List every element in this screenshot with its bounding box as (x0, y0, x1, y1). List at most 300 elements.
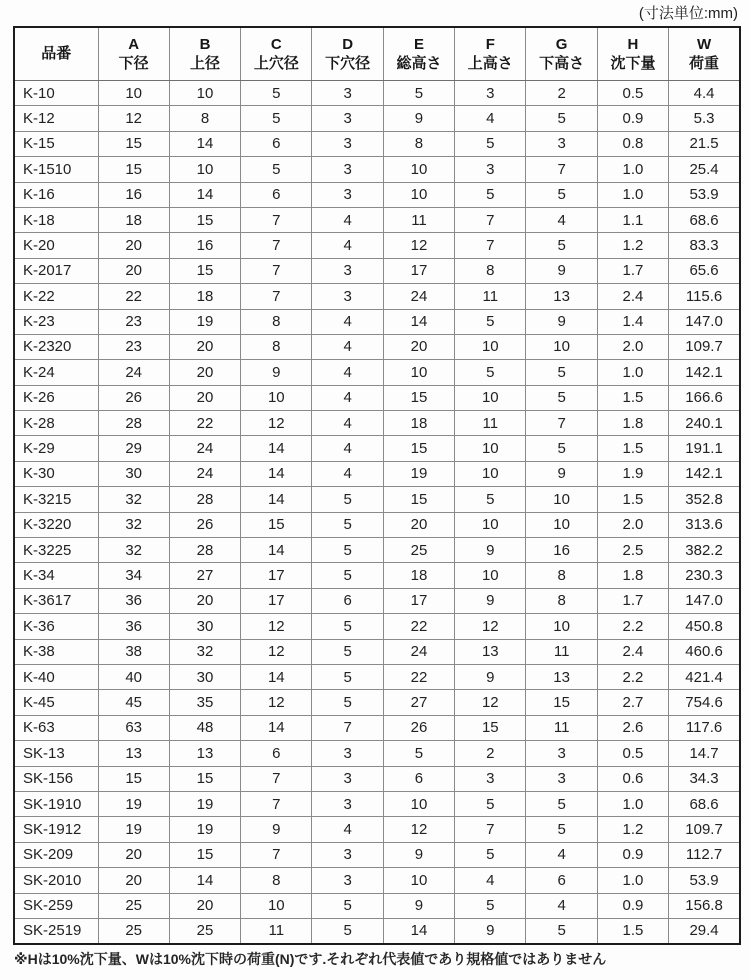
table-row (14, 563, 740, 588)
value-cell: 12 (455, 690, 526, 715)
column-label: 荷重 (689, 55, 720, 72)
value-cell: 8 (241, 334, 312, 359)
column-letter: F (485, 35, 495, 53)
value-cell: 9 (241, 817, 312, 842)
column-header-d (312, 27, 383, 81)
table-row (14, 639, 740, 664)
value-cell: 7 (241, 284, 312, 309)
value-cell: 2.2 (597, 664, 668, 689)
part-number-cell: K-3617 (14, 588, 98, 613)
value-cell: 2.0 (597, 512, 668, 537)
table-row (14, 817, 740, 842)
value-cell: 45 (98, 690, 169, 715)
footnote: ※Hは10%沈下量、Wは10%沈下時の荷重(N)です.それぞれ代表値であり規格値ではありません (14, 951, 607, 967)
value-cell: 9 (383, 842, 454, 867)
value-cell: 5 (312, 512, 383, 537)
value-cell: 15 (383, 436, 454, 461)
part-number-cell: K-12 (14, 106, 98, 131)
value-cell: 11 (526, 715, 597, 740)
value-cell: 0.8 (597, 131, 668, 156)
value-cell: 14 (241, 461, 312, 486)
value-cell: 28 (169, 538, 240, 563)
value-cell: 6 (383, 766, 454, 791)
column-letter: A (128, 35, 140, 53)
value-cell: 83.3 (669, 233, 740, 258)
value-cell: 8 (526, 588, 597, 613)
value-cell: 7 (241, 766, 312, 791)
value-cell: 35 (169, 690, 240, 715)
column-label: 沈下量 (610, 55, 656, 72)
value-cell: 3 (312, 842, 383, 867)
value-cell: 5 (312, 614, 383, 639)
column-header-a (98, 27, 169, 81)
part-number-cell: SK-259 (14, 893, 98, 918)
part-number-cell: K-15 (14, 131, 98, 156)
value-cell: 1.2 (597, 233, 668, 258)
value-cell: 1.5 (597, 436, 668, 461)
value-cell: 3 (312, 157, 383, 182)
value-cell: 4 (312, 309, 383, 334)
value-cell: 3 (312, 182, 383, 207)
value-cell: 40 (98, 664, 169, 689)
value-cell: 5 (455, 360, 526, 385)
value-cell: 4 (526, 893, 597, 918)
column-label: 上穴径 (253, 55, 299, 72)
value-cell: 8 (241, 309, 312, 334)
value-cell: 15 (383, 385, 454, 410)
value-cell: 450.8 (669, 614, 740, 639)
value-cell: 24 (169, 436, 240, 461)
value-cell: 9 (526, 309, 597, 334)
value-cell: 147.0 (669, 309, 740, 334)
value-cell: 142.1 (669, 360, 740, 385)
value-cell: 22 (383, 614, 454, 639)
value-cell: 7 (455, 233, 526, 258)
column-letter: E (413, 35, 424, 53)
value-cell: 4 (312, 334, 383, 359)
value-cell: 12 (383, 233, 454, 258)
value-cell: 10 (241, 893, 312, 918)
value-cell: 5 (455, 487, 526, 512)
value-cell: 9 (526, 461, 597, 486)
value-cell: 22 (98, 284, 169, 309)
part-number-cell: SK-156 (14, 766, 98, 791)
value-cell: 13 (98, 741, 169, 766)
value-cell: 6 (241, 182, 312, 207)
value-cell: 7 (455, 817, 526, 842)
value-cell: 10 (383, 182, 454, 207)
value-cell: 5 (312, 487, 383, 512)
column-label: 上径 (189, 55, 220, 72)
value-cell: 3 (312, 81, 383, 106)
table-row (14, 893, 740, 918)
value-cell: 4 (312, 360, 383, 385)
part-number-cell: K-2320 (14, 334, 98, 359)
value-cell: 25 (98, 918, 169, 944)
table-row (14, 512, 740, 537)
value-cell: 22 (383, 664, 454, 689)
value-cell: 9 (455, 918, 526, 944)
value-cell: 8 (526, 563, 597, 588)
value-cell: 4.4 (669, 81, 740, 106)
value-cell: 352.8 (669, 487, 740, 512)
value-cell: 19 (383, 461, 454, 486)
value-cell: 14 (241, 538, 312, 563)
value-cell: 17 (383, 258, 454, 283)
value-cell: 20 (169, 360, 240, 385)
value-cell: 20 (169, 334, 240, 359)
value-cell: 4 (455, 868, 526, 893)
value-cell: 0.9 (597, 893, 668, 918)
part-number-cell: K-40 (14, 664, 98, 689)
table-row (14, 182, 740, 207)
column-label: 上高さ (467, 55, 513, 72)
value-cell: 2 (455, 741, 526, 766)
value-cell: 1.7 (597, 588, 668, 613)
value-cell: 4 (312, 207, 383, 232)
value-cell: 5 (455, 842, 526, 867)
table-row (14, 538, 740, 563)
value-cell: 15 (383, 487, 454, 512)
table-row (14, 258, 740, 283)
value-cell: 3 (526, 766, 597, 791)
value-cell: 22 (169, 411, 240, 436)
value-cell: 5 (383, 741, 454, 766)
value-cell: 11 (526, 639, 597, 664)
value-cell: 9 (383, 893, 454, 918)
value-cell: 4 (526, 207, 597, 232)
value-cell: 10 (455, 436, 526, 461)
value-cell: 0.6 (597, 766, 668, 791)
table-row (14, 791, 740, 816)
value-cell: 12 (383, 817, 454, 842)
value-cell: 17 (241, 563, 312, 588)
value-cell: 20 (98, 842, 169, 867)
value-cell: 38 (98, 639, 169, 664)
value-cell: 9 (455, 664, 526, 689)
table-row (14, 588, 740, 613)
value-cell: 5 (526, 817, 597, 842)
value-cell: 5 (312, 690, 383, 715)
value-cell: 63 (98, 715, 169, 740)
value-cell: 10 (383, 791, 454, 816)
value-cell: 13 (455, 639, 526, 664)
value-cell: 14 (169, 868, 240, 893)
value-cell: 2.0 (597, 334, 668, 359)
value-cell: 32 (169, 639, 240, 664)
table-row (14, 715, 740, 740)
value-cell: 24 (98, 360, 169, 385)
value-cell: 5 (241, 157, 312, 182)
value-cell: 5 (455, 182, 526, 207)
value-cell: 53.9 (669, 182, 740, 207)
value-cell: 8 (455, 258, 526, 283)
part-number-cell: K-28 (14, 411, 98, 436)
value-cell: 32 (98, 538, 169, 563)
value-cell: 15 (241, 512, 312, 537)
part-number-cell: K-23 (14, 309, 98, 334)
value-cell: 0.5 (597, 81, 668, 106)
value-cell: 12 (241, 614, 312, 639)
value-cell: 313.6 (669, 512, 740, 537)
value-cell: 26 (383, 715, 454, 740)
part-number-cell: K-36 (14, 614, 98, 639)
value-cell: 10 (241, 385, 312, 410)
table-row (14, 157, 740, 182)
value-cell: 147.0 (669, 588, 740, 613)
value-cell: 3 (312, 766, 383, 791)
value-cell: 14 (241, 436, 312, 461)
value-cell: 16 (526, 538, 597, 563)
value-cell: 1.0 (597, 868, 668, 893)
value-cell: 15 (98, 766, 169, 791)
value-cell: 5 (455, 893, 526, 918)
value-cell: 3 (526, 741, 597, 766)
value-cell: 5 (526, 918, 597, 944)
value-cell: 34 (98, 563, 169, 588)
part-number-cell: K-63 (14, 715, 98, 740)
value-cell: 7 (241, 842, 312, 867)
value-cell: 19 (169, 309, 240, 334)
value-cell: 9 (241, 360, 312, 385)
value-cell: 3 (312, 284, 383, 309)
part-number-cell: K-3225 (14, 538, 98, 563)
value-cell: 10 (383, 157, 454, 182)
part-number-cell: K-3220 (14, 512, 98, 537)
value-cell: 29.4 (669, 918, 740, 944)
value-cell: 2.2 (597, 614, 668, 639)
value-cell: 15 (169, 207, 240, 232)
value-cell: 9 (383, 106, 454, 131)
value-cell: 112.7 (669, 842, 740, 867)
value-cell: 9 (455, 538, 526, 563)
table-row (14, 131, 740, 156)
value-cell: 20 (98, 233, 169, 258)
value-cell: 20 (169, 385, 240, 410)
dimension-spec-table (13, 26, 741, 945)
value-cell: 20 (98, 258, 169, 283)
value-cell: 16 (169, 233, 240, 258)
value-cell: 3 (312, 791, 383, 816)
value-cell: 156.8 (669, 893, 740, 918)
value-cell: 5 (526, 106, 597, 131)
value-cell: 14 (241, 487, 312, 512)
column-label: 下高さ (539, 55, 585, 72)
value-cell: 6 (241, 741, 312, 766)
value-cell: 12 (241, 639, 312, 664)
value-cell: 11 (383, 207, 454, 232)
value-cell: 5 (455, 131, 526, 156)
table-row (14, 360, 740, 385)
value-cell: 5 (312, 639, 383, 664)
value-cell: 7 (526, 157, 597, 182)
value-cell: 12 (241, 690, 312, 715)
value-cell: 48 (169, 715, 240, 740)
value-cell: 5 (526, 360, 597, 385)
value-cell: 0.9 (597, 106, 668, 131)
value-cell: 11 (455, 284, 526, 309)
value-cell: 65.6 (669, 258, 740, 283)
column-label: 下径 (118, 55, 149, 72)
table-row (14, 461, 740, 486)
value-cell: 1.8 (597, 563, 668, 588)
value-cell: 26 (169, 512, 240, 537)
value-cell: 5 (526, 182, 597, 207)
value-cell: 24 (383, 284, 454, 309)
table-row (14, 690, 740, 715)
table-row (14, 106, 740, 131)
value-cell: 10 (455, 461, 526, 486)
value-cell: 14.7 (669, 741, 740, 766)
value-cell: 4 (312, 436, 383, 461)
value-cell: 6 (312, 588, 383, 613)
value-cell: 20 (169, 588, 240, 613)
value-cell: 5 (526, 385, 597, 410)
value-cell: 754.6 (669, 690, 740, 715)
value-cell: 2.6 (597, 715, 668, 740)
value-cell: 166.6 (669, 385, 740, 410)
value-cell: 10 (455, 385, 526, 410)
value-cell: 7 (312, 715, 383, 740)
value-cell: 15 (526, 690, 597, 715)
value-cell: 109.7 (669, 334, 740, 359)
value-cell: 142.1 (669, 461, 740, 486)
value-cell: 15 (169, 258, 240, 283)
column-header-h (597, 27, 668, 81)
value-cell: 5 (312, 918, 383, 944)
column-header-b (169, 27, 240, 81)
part-number-cell: SK-1910 (14, 791, 98, 816)
value-cell: 4 (312, 385, 383, 410)
value-cell: 23 (98, 334, 169, 359)
part-number-cell: K-16 (14, 182, 98, 207)
value-cell: 20 (383, 512, 454, 537)
part-number-cell: K-34 (14, 563, 98, 588)
value-cell: 1.1 (597, 207, 668, 232)
value-cell: 4 (526, 842, 597, 867)
part-number-cell: K-45 (14, 690, 98, 715)
value-cell: 14 (241, 715, 312, 740)
table-row (14, 411, 740, 436)
part-number-cell: K-1510 (14, 157, 98, 182)
value-cell: 68.6 (669, 207, 740, 232)
table-row (14, 614, 740, 639)
value-cell: 2.5 (597, 538, 668, 563)
value-cell: 53.9 (669, 868, 740, 893)
column-letter: D (342, 35, 354, 53)
value-cell: 0.9 (597, 842, 668, 867)
value-cell: 20 (169, 893, 240, 918)
value-cell: 13 (169, 741, 240, 766)
part-number-cell: SK-2010 (14, 868, 98, 893)
table-row (14, 766, 740, 791)
table-row (14, 81, 740, 106)
value-cell: 19 (169, 791, 240, 816)
part-number-cell: K-3215 (14, 487, 98, 512)
value-cell: 36 (98, 614, 169, 639)
value-cell: 1.9 (597, 461, 668, 486)
value-cell: 5 (312, 563, 383, 588)
table-row (14, 487, 740, 512)
value-cell: 14 (383, 309, 454, 334)
value-cell: 15 (169, 766, 240, 791)
column-header-f (455, 27, 526, 81)
column-label: 下穴径 (325, 55, 371, 72)
unit-note: (寸法単位:mm) (638, 5, 738, 22)
part-number-cell: K-10 (14, 81, 98, 106)
value-cell: 30 (169, 664, 240, 689)
value-cell: 7 (455, 207, 526, 232)
value-cell: 27 (383, 690, 454, 715)
column-header-c (241, 27, 312, 81)
part-number-cell: K-2017 (14, 258, 98, 283)
value-cell: 5 (312, 893, 383, 918)
column-letter: W (696, 35, 712, 53)
value-cell: 19 (98, 817, 169, 842)
table-row (14, 233, 740, 258)
value-cell: 15 (98, 131, 169, 156)
value-cell: 10 (383, 360, 454, 385)
value-cell: 12 (241, 411, 312, 436)
value-cell: 191.1 (669, 436, 740, 461)
value-cell: 10 (455, 334, 526, 359)
value-cell: 5 (312, 664, 383, 689)
column-header-e (383, 27, 454, 81)
value-cell: 10 (526, 512, 597, 537)
value-cell: 16 (98, 182, 169, 207)
value-cell: 3 (312, 106, 383, 131)
value-cell: 5 (526, 436, 597, 461)
value-cell: 13 (526, 284, 597, 309)
value-cell: 5 (241, 106, 312, 131)
value-cell: 5 (241, 81, 312, 106)
value-cell: 382.2 (669, 538, 740, 563)
value-cell: 15 (98, 157, 169, 182)
value-cell: 11 (455, 411, 526, 436)
table-row (14, 309, 740, 334)
value-cell: 117.6 (669, 715, 740, 740)
value-cell: 4 (312, 817, 383, 842)
value-cell: 1.5 (597, 487, 668, 512)
value-cell: 13 (526, 664, 597, 689)
table-header (14, 27, 740, 81)
value-cell: 19 (98, 791, 169, 816)
table-body (14, 81, 740, 945)
table-row (14, 664, 740, 689)
column-letter: C (270, 35, 282, 53)
column-header-w (669, 27, 740, 81)
value-cell: 1.0 (597, 182, 668, 207)
value-cell: 34.3 (669, 766, 740, 791)
value-cell: 25 (383, 538, 454, 563)
value-cell: 10 (169, 157, 240, 182)
value-cell: 20 (383, 334, 454, 359)
table-row (14, 334, 740, 359)
value-cell: 1.0 (597, 791, 668, 816)
value-cell: 10 (455, 512, 526, 537)
value-cell: 19 (169, 817, 240, 842)
table-row (14, 868, 740, 893)
value-cell: 10 (526, 614, 597, 639)
value-cell: 9 (455, 588, 526, 613)
value-cell: 10 (169, 81, 240, 106)
value-cell: 10 (98, 81, 169, 106)
column-header-part-no: 品番 (14, 27, 98, 81)
value-cell: 6 (241, 131, 312, 156)
value-cell: 68.6 (669, 791, 740, 816)
table-row (14, 436, 740, 461)
value-cell: 109.7 (669, 817, 740, 842)
